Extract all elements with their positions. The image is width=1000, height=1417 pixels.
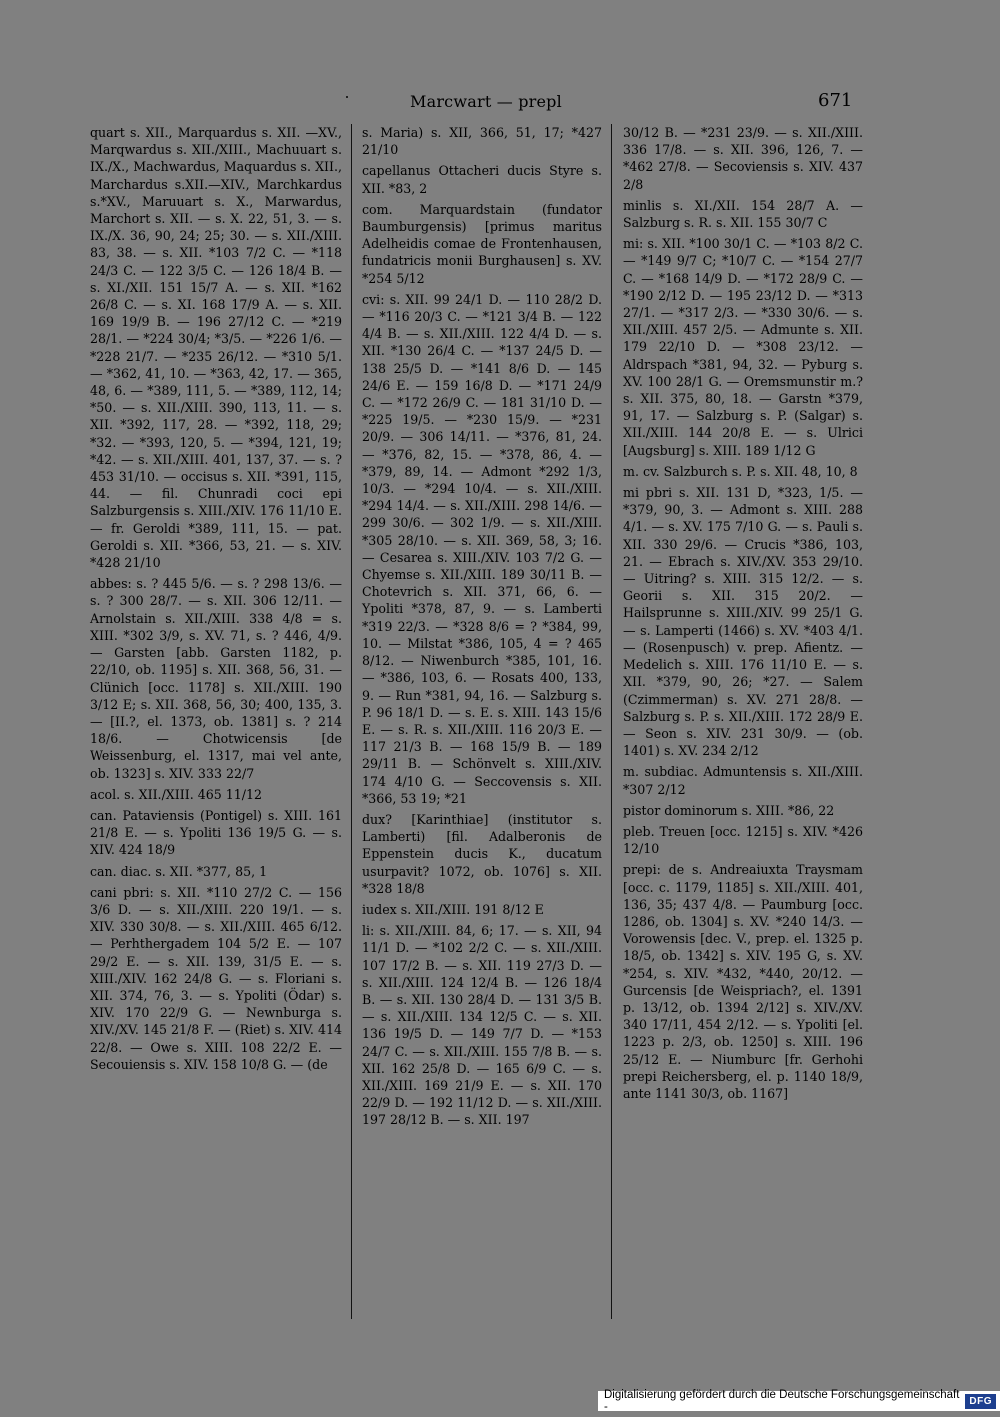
entry-paragraph: mi: s. XII. *100 30/1 C. — *103 8/2 C. — *149 9/7 C; *10/7 C. — *154 27/7 C. — *168 14/9 D. — *172 28/9 C. — *190 2/12 D. — 195 23/12 D. — *313 27/1. — *317 2/3. — *330 30/6. — s. XII./XIII. 457 2/5. — Admunte s. XII. 179 22/10 D. — *308 23/12. — Aldrspach *381, 94, 32. — Pyburg s. XV. 100 28/1 G. — Oremsmunstir m.? s. XII. 375, 80, 18. — Garstn *379, 91, 17. — Salzburg s. P. (Salgar) s. XII./XIII. 144 20/8 E. — s. Ulrici [Augsburg] s. XIII. 189 1/12 G xyxy=(623,236,863,458)
entry-paragraph: can. Pataviensis (Pontigel) s. XIII. 161 21/8 E. — s. Ypoliti 136 19/5 G. — s. XIV. 424 18/9 xyxy=(90,807,342,858)
dfg-logo-icon: DFG xyxy=(965,1394,996,1409)
entry-paragraph: li: s. XII./XIII. 84, 6; 17. — s. XII, 94 11/1 D. — *102 2/2 C. — s. XII./XIII. 107 17/2 B. — s. XII. 119 27/3 D. — s. XII./XIII. 124 12/4 B. — 126 18/4 B. — s. XII. 130 28/4 D. — 131 3/5 B. — s. XII./XIII. 134 12/5 C. — s. XII. 136 19/5 D. — 149 7/7 D. — *153 24/7 C. — s. XII./XIII. 155 7/8 B. — s. XII. 162 25/8 D. — 165 6/9 C. — s. XII./XIII. 169 21/9 E. — s. XII. 170 22/9 D. — 192 11/12 D. — s. XII./XIII. 197 28/12 B. — s. XII. 197 xyxy=(362,923,602,1128)
text-column-2 xyxy=(362,124,602,1133)
entry-paragraph: m. cv. Salzburch s. P. s. XII. 48, 10, 8 xyxy=(623,463,858,479)
footer-text: Digitalisierung gefördert durch die Deutsche Forschungsgemeinschaft - xyxy=(604,1389,960,1413)
header-dot xyxy=(346,96,348,98)
entry-paragraph: quart s. XII., Marquardus s. XII. —XV., Marqwardus s. XII./XIII., Machuuart s. IX./X., Machwardus, Maquardus s. XII., Marchardus s.XII.—XIV., Marchkardus s.*XV., Maruuart s. X., Marwardus, Marchort s. XII. — s. X. 22, 51, 3. — s. IX./X. 36, 90, 24; 25; 30. — s. XII./XIII. 83, 38. — s. XII. *103 7/2 C. — *118 24/3 C. — 122 3/5 C. — 126 18/4 B. — s. XI./XII. 151 15/7 A. — s. XII. *162 26/8 C. — s. XI. 168 17/9 A. — s. XII. 169 19/9 B. — 196 27/12 C. — *219 28/1. — *224 30/4; *3/5. — *226 1/6. — *228 21/7. — *235 26/12. — *310 5/1. — *362, 41, 10. — *363, 42, 17. — 365, 48, 6. — *389, 111, 5. — *389, 112, 14; *50. — s. XII./XIII. 390, 113, 11. — s. XII. *392, 117, 28. — *392, 118, 29; *32. — *393, 120, 5. — *394, 121, 19; *42. — s. XII./XIII. 401, 137, 37. — s. ? 453 31/10. — occisus s. XII. *391, 115, 44. — fil. Chunradi coci epi Salzburgensis s. XIII./XIV. 176 11/10 E. — fr. Geroldi *389, 111, 15. — pat. Geroldi s. XII. *366, 53, 21. — s. XIV. *428 21/10 xyxy=(90,125,342,571)
entry-paragraph: abbes: s. ? 445 5/6. — s. ? 298 13/6. — s. ? 300 28/7. — s. XII. 306 12/11. — Arnolstain s. XII./XIII. 338 4/8 = s. XIII. *302 3/9, s. XV. 71, s. ? 446, 4/9. — Garsten [abb. Garsten 1182, p. 22/10, ob. 1195] s. XII. 368, 56, 31. — Clünich [occ. 1178] s. XII./XIII. 190 3/12 E; s. XII. 368, 56, 30; 400, 135, 3. — [II.?, el. 1373, ob. 1381] s. ? 214 18/6. — Chotwicensis [de Weissenburg, el. 1317, mai vel ante, ob. 1323] s. XIV. 333 22/7 xyxy=(90,576,342,781)
column-divider xyxy=(351,124,352,1319)
text-column-1 xyxy=(90,124,342,1077)
entry-paragraph: pistor dominorum s. XIII. *86, 22 xyxy=(623,802,835,818)
entry-paragraph: mi pbri s. XII. 131 D, *323, 1/5. — *379, 90, 3. — Admont s. XIII. 288 4/1. — s. XV. 175 7/10 G. — s. Pauli s. XII. 330 29/6. — Crucis *386, 103, 21. — Ebrach s. XIV./XV. 353 29/10. — Uitring? s. XIII. 315 12/2. — s. Georii s. XII. 315 20/2. — Hailsprunne s. XIII./XIV. 99 25/1 G. — s. Lamperti (1466) s. XV. *403 4/1. — (Rosenpusch) v. prep. Afientz. — Medelich s. XIII. 176 11/10 E. — s. XII. *379, 90, 26; *27. — Salem (Czimmerman) s. XV. 271 28/8. — Salzburg s. P. s. XII./XIII. 172 28/9 E. — Seon s. XIV. 231 30/9. — (ob. 1401) s. XV. 234 2/12 xyxy=(623,485,863,759)
entry-paragraph: 30/12 B. — *231 23/9. — s. XII./XIII. 336 17/8. — s. XII. 396, 126, 7. — *462 27/8. — Secoviensis s. XIV. 437 2/8 xyxy=(623,125,863,192)
entry-paragraph: can. diac. s. XII. *377, 85, 1 xyxy=(90,863,268,879)
entry-paragraph: capellanus Ottacheri ducis Styre s. XII. *83, 2 xyxy=(362,163,602,196)
page-number: 671 xyxy=(818,90,853,111)
entry-paragraph: s. Maria) s. XII, 366, 51, 17; *427 21/10 xyxy=(362,125,602,158)
entry-paragraph: pleb. Treuen [occ. 1215] s. XIV. *426 12/10 xyxy=(623,823,863,857)
entry-paragraph: acol. s. XII./XIII. 465 11/12 xyxy=(90,786,263,802)
column-divider xyxy=(611,124,612,1319)
entry-paragraph: com. Marquardstain (fundator Baumburgensis) [primus maritus Adelheidis comae de Frontenhausen, fundatricis monii Burghausen] s. XV. *254 5/12 xyxy=(362,201,602,286)
entry-paragraph: cani pbri: s. XII. *110 27/2 C. — 156 3/6 D. — s. XII./XIII. 220 19/1. — s. XIV. 330 30/8. — s. XII./XIII. 465 6/12. — Perhthergadem 104 5/2 E. — 107 29/2 E. — s. XII. 139, 31/5 E. — s. XIII./XIV. 162 24/8 G. — s. Floriani s. XII. 374, 76, 3. — s. Ypoliti (Ödar) s. XIV. 170 22/9 G. — Newnburga s. XIV./XV. 145 21/8 F. — (Riet) s. XIV. 414 22/8. — Owe s. XIII. 108 22/2 E. — Secouiensis s. XIV. 158 10/8 G. — (de xyxy=(90,884,342,1072)
entry-paragraph: iudex s. XII./XIII. 191 8/12 E xyxy=(362,901,544,917)
entry-paragraph: m. subdiac. Admuntensis s. XII./XIII. *307 2/12 xyxy=(623,764,863,797)
text-column-3 xyxy=(623,124,863,1106)
entry-paragraph: cvi: s. XII. 99 24/1 D. — 110 28/2 D. — *116 20/3 C. — *121 3/4 B. — 122 4/4 B. — s. XII./XIII. 122 4/4 D. — s. XII. *130 26/4 C. — *137 24/5 D. — 138 25/5 D. — *141 8/6 D. — 145 24/6 E. — 159 16/8 D. — *171 24/9 C. — *172 26/9 C. — 181 31/10 D. — *225 19/5. — *230 15/9. — *231 20/9. — 306 14/11. — *376, 81, 24. — *376, 82, 15. — *378, 86, 4. — *379, 89, 14. — Admont *292 1/3, 10/3. — *294 10/4. — s. XII./XIII. *294 14/4. — s. XII./XIII. 298 14/6. — 299 30/6. — 302 1/9. — s. XII./XIII. *305 28/10. — s. XII. 369, 58, 3; 16. — Cesarea s. XIII./XIV. 103 7/2 G. — Chyemse s. XII./XIII. 189 30/11 B. — Chotevrich s. XII. 371, 66, 6. — Ypoliti *378, 87, 9. — s. Lamberti *319 22/3. — *328 8/6 = ? *384, 99, 10. — Milstat *386, 105, 4 = ? 465 8/12. — Niwenburch *385, 101, 16. — *386, 103, 6. — Rosats 400, 133, 9. — Run *381, 94, 16. — Salzburg s. P. 96 18/1 D. — s. E. s. XIII. 143 15/6 E. — s. R. s. XII./XIII. 116 20/3 E. — 117 21/3 B. — 168 15/9 B. — 189 29/11 B. — Schönvelt s. XIII./XIV. 174 4/10 G. — Seccovensis s. XII. *366, 53 19; *21 xyxy=(362,291,602,806)
entry-paragraph: minlis s. XI./XII. 154 28/7 A. — Salzburg s. R. s. XII. 155 30/7 C xyxy=(623,197,863,231)
entry-paragraph: dux? [Karinthiae] (institutor s. Lamberti) [fil. Adalberonis de Eppenstein ducis K., ducatum usurpavit? 1072, ob. 1076] s. XII. *328 18/8 xyxy=(362,811,602,896)
digitization-footer xyxy=(598,1391,1000,1411)
page-header-title: Marcwart — prepl xyxy=(410,92,562,111)
entry-paragraph: prepi: de s. Andreaiuxta Traysmam [occ. c. 1179, 1185] s. XII./XIII. 401, 136, 35; 437 4/8. — Paumburg [occ. 1286, ob. 1304] s. XV. *240 14/3. — Vorowensis [dec. V., prep. el. 1325 p. 18/5, ob. 1342] s. XIV. 195 G, s. XV. *254, s. XIV. *432, *440, 20/12. — Gurcensis [de Weispriach?, el. 1391 p. 13/12, ob. 1394 2/12] s. XIV./XV. 340 17/11, 454 2/12. — s. Ypoliti [el. 1223 p. 2/3, ob. 1250] s. XIII. 196 25/12 E. — Niumburc [fr. Gerhohi prepi Reichersberg, el. p. 1140 18/9, ante 1141 30/3, ob. 1167] xyxy=(623,862,863,1101)
